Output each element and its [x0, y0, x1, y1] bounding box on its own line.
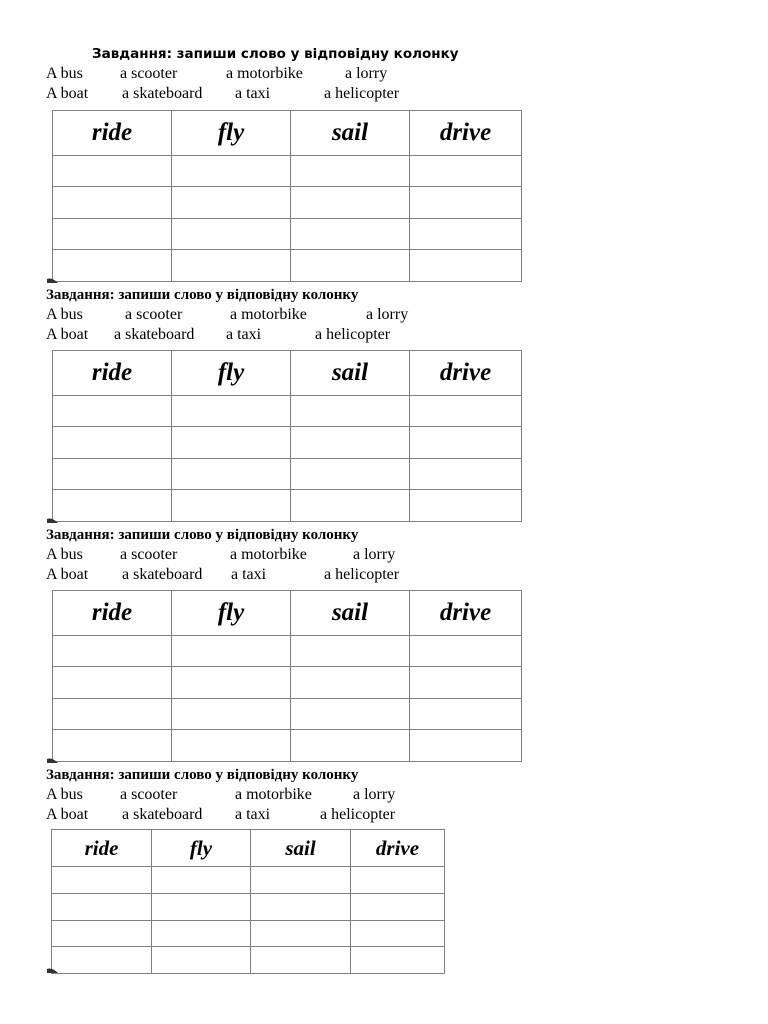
word: a helicopter: [320, 806, 396, 823]
answer-cell[interactable]: [410, 667, 522, 699]
answer-cell[interactable]: [291, 219, 410, 250]
word: A bus: [46, 546, 83, 563]
word: a scooter: [120, 65, 178, 82]
word: a motorbike: [226, 65, 303, 82]
blank-row: [53, 699, 522, 730]
answer-cell[interactable]: [410, 427, 522, 459]
column-header-fly: fly: [172, 591, 291, 636]
word: A boat: [46, 806, 89, 823]
word-row-2: [46, 84, 459, 104]
answer-cell[interactable]: [410, 459, 522, 490]
word: a motorbike: [230, 546, 307, 563]
word: A boat: [46, 85, 89, 102]
blank-row: [53, 730, 522, 762]
worksheet-table-1: [52, 110, 522, 282]
answer-cell[interactable]: [251, 947, 351, 974]
column-header-sail: sail: [291, 351, 410, 396]
table-anchor-icon: [46, 967, 59, 974]
answer-cell[interactable]: [53, 250, 172, 282]
answer-cell[interactable]: [172, 699, 291, 730]
column-header-sail: sail: [291, 591, 410, 636]
answer-cell[interactable]: [53, 427, 172, 459]
word: a lorry: [353, 546, 396, 563]
column-header-sail: sail: [251, 830, 351, 867]
answer-cell[interactable]: [172, 156, 291, 187]
answer-cell[interactable]: [53, 699, 172, 730]
answer-cell[interactable]: [52, 894, 152, 921]
answer-cell[interactable]: [291, 459, 410, 490]
word: a lorry: [366, 306, 409, 323]
word: a scooter: [120, 786, 178, 803]
answer-cell[interactable]: [172, 667, 291, 699]
word: a taxi: [231, 566, 267, 583]
word: a taxi: [235, 806, 271, 823]
answer-cell[interactable]: [291, 250, 410, 282]
answer-cell[interactable]: [410, 156, 522, 187]
task-title: Завдання: запиши слово у відповідну колонку: [46, 527, 359, 543]
blank-row: [53, 636, 522, 667]
answer-cell[interactable]: [172, 730, 291, 762]
column-header-fly: fly: [152, 830, 251, 867]
answer-cell[interactable]: [172, 396, 291, 427]
answer-cell[interactable]: [53, 730, 172, 762]
word-row-1: [46, 545, 396, 565]
answer-cell[interactable]: [53, 219, 172, 250]
column-header-drive: drive: [410, 591, 522, 636]
word: A bus: [46, 786, 83, 803]
answer-cell[interactable]: [410, 699, 522, 730]
task-block-2: [46, 285, 409, 345]
answer-cell[interactable]: [291, 667, 410, 699]
answer-cell[interactable]: [152, 921, 251, 947]
answer-cell[interactable]: [53, 396, 172, 427]
word: a skateboard: [122, 566, 203, 583]
answer-cell[interactable]: [152, 867, 251, 894]
blank-row: [53, 250, 522, 282]
word: A bus: [46, 306, 83, 323]
table-anchor-icon: [46, 517, 59, 524]
word: a skateboard: [122, 806, 203, 823]
word: a motorbike: [230, 306, 307, 323]
word: a taxi: [235, 85, 271, 102]
blank-row: [52, 947, 445, 974]
answer-cell[interactable]: [152, 894, 251, 921]
blank-row: [53, 490, 522, 522]
answer-cell[interactable]: [172, 187, 291, 219]
column-header-fly: fly: [172, 351, 291, 396]
column-header-ride: ride: [52, 830, 152, 867]
word: a taxi: [226, 326, 262, 343]
word-row-1: [46, 64, 459, 84]
task-title: Завдання: запиши слово у відповідну колонку: [46, 767, 359, 783]
answer-cell[interactable]: [52, 867, 152, 894]
answer-cell[interactable]: [52, 921, 152, 947]
answer-cell[interactable]: [291, 636, 410, 667]
column-header-ride: ride: [53, 111, 172, 156]
blank-row: [52, 867, 445, 894]
answer-cell[interactable]: [410, 187, 522, 219]
answer-cell[interactable]: [291, 156, 410, 187]
answer-cell[interactable]: [53, 187, 172, 219]
word: a skateboard: [114, 326, 195, 343]
column-header-fly: fly: [172, 111, 291, 156]
worksheet-table-3: [52, 590, 522, 762]
word-row-2: [46, 805, 396, 825]
answer-cell[interactable]: [351, 867, 445, 894]
answer-cell[interactable]: [152, 947, 251, 974]
word: a lorry: [353, 786, 396, 803]
blank-row: [53, 667, 522, 699]
blank-row: [53, 427, 522, 459]
worksheet-table-2: [52, 350, 522, 522]
task-block-4: [46, 765, 396, 825]
word-row-1: [46, 785, 396, 805]
task-block-1: [46, 44, 459, 104]
word: A boat: [46, 566, 89, 583]
answer-cell[interactable]: [53, 156, 172, 187]
answer-cell[interactable]: [172, 250, 291, 282]
word: A boat: [46, 326, 89, 343]
task-title: Завдання: запиши слово у відповідну колонку: [46, 287, 359, 303]
word: a helicopter: [315, 326, 391, 343]
blank-row: [53, 396, 522, 427]
word: a helicopter: [324, 85, 400, 102]
blank-row: [53, 187, 522, 219]
blank-row: [53, 219, 522, 250]
answer-cell[interactable]: [172, 219, 291, 250]
answer-cell[interactable]: [172, 636, 291, 667]
answer-cell[interactable]: [291, 427, 410, 459]
answer-cell[interactable]: [410, 636, 522, 667]
answer-cell[interactable]: [53, 459, 172, 490]
answer-cell[interactable]: [251, 921, 351, 947]
answer-cell[interactable]: [351, 894, 445, 921]
word-row-1: [46, 305, 409, 325]
word: a scooter: [125, 306, 183, 323]
answer-cell[interactable]: [410, 396, 522, 427]
answer-cell[interactable]: [53, 636, 172, 667]
column-header-sail: sail: [291, 111, 410, 156]
answer-cell[interactable]: [251, 867, 351, 894]
word: A bus: [46, 65, 83, 82]
word-row-2: [46, 325, 391, 345]
answer-cell[interactable]: [351, 921, 445, 947]
word: a motorbike: [235, 786, 312, 803]
blank-row: [53, 156, 522, 187]
task-block-3: [46, 525, 400, 585]
answer-cell[interactable]: [172, 427, 291, 459]
answer-cell[interactable]: [52, 947, 152, 974]
word: a skateboard: [122, 85, 203, 102]
column-header-ride: ride: [53, 591, 172, 636]
answer-cell[interactable]: [410, 490, 522, 522]
blank-row: [52, 921, 445, 947]
word-row-2: [46, 565, 400, 585]
answer-cell[interactable]: [291, 187, 410, 219]
answer-cell[interactable]: [291, 396, 410, 427]
word: a helicopter: [324, 566, 400, 583]
answer-cell[interactable]: [410, 219, 522, 250]
word: a lorry: [345, 65, 388, 82]
answer-cell[interactable]: [172, 459, 291, 490]
word: a scooter: [120, 546, 178, 563]
answer-cell[interactable]: [53, 667, 172, 699]
table-anchor-icon: [46, 757, 59, 764]
answer-cell[interactable]: [351, 947, 445, 974]
answer-cell[interactable]: [291, 730, 410, 762]
blank-row: [53, 459, 522, 490]
column-header-drive: drive: [410, 351, 522, 396]
column-header-drive: drive: [351, 830, 445, 867]
answer-cell[interactable]: [172, 490, 291, 522]
column-header-drive: drive: [410, 111, 522, 156]
answer-cell[interactable]: [53, 490, 172, 522]
column-header-ride: ride: [53, 351, 172, 396]
table-anchor-icon: [46, 277, 59, 284]
task-title: Завдання: запиши слово у відповідну колонку: [92, 46, 459, 62]
answer-cell[interactable]: [291, 490, 410, 522]
answer-cell[interactable]: [291, 699, 410, 730]
answer-cell[interactable]: [251, 894, 351, 921]
blank-row: [52, 894, 445, 921]
answer-cell[interactable]: [410, 250, 522, 282]
worksheet-table-4: [51, 829, 445, 974]
answer-cell[interactable]: [410, 730, 522, 762]
